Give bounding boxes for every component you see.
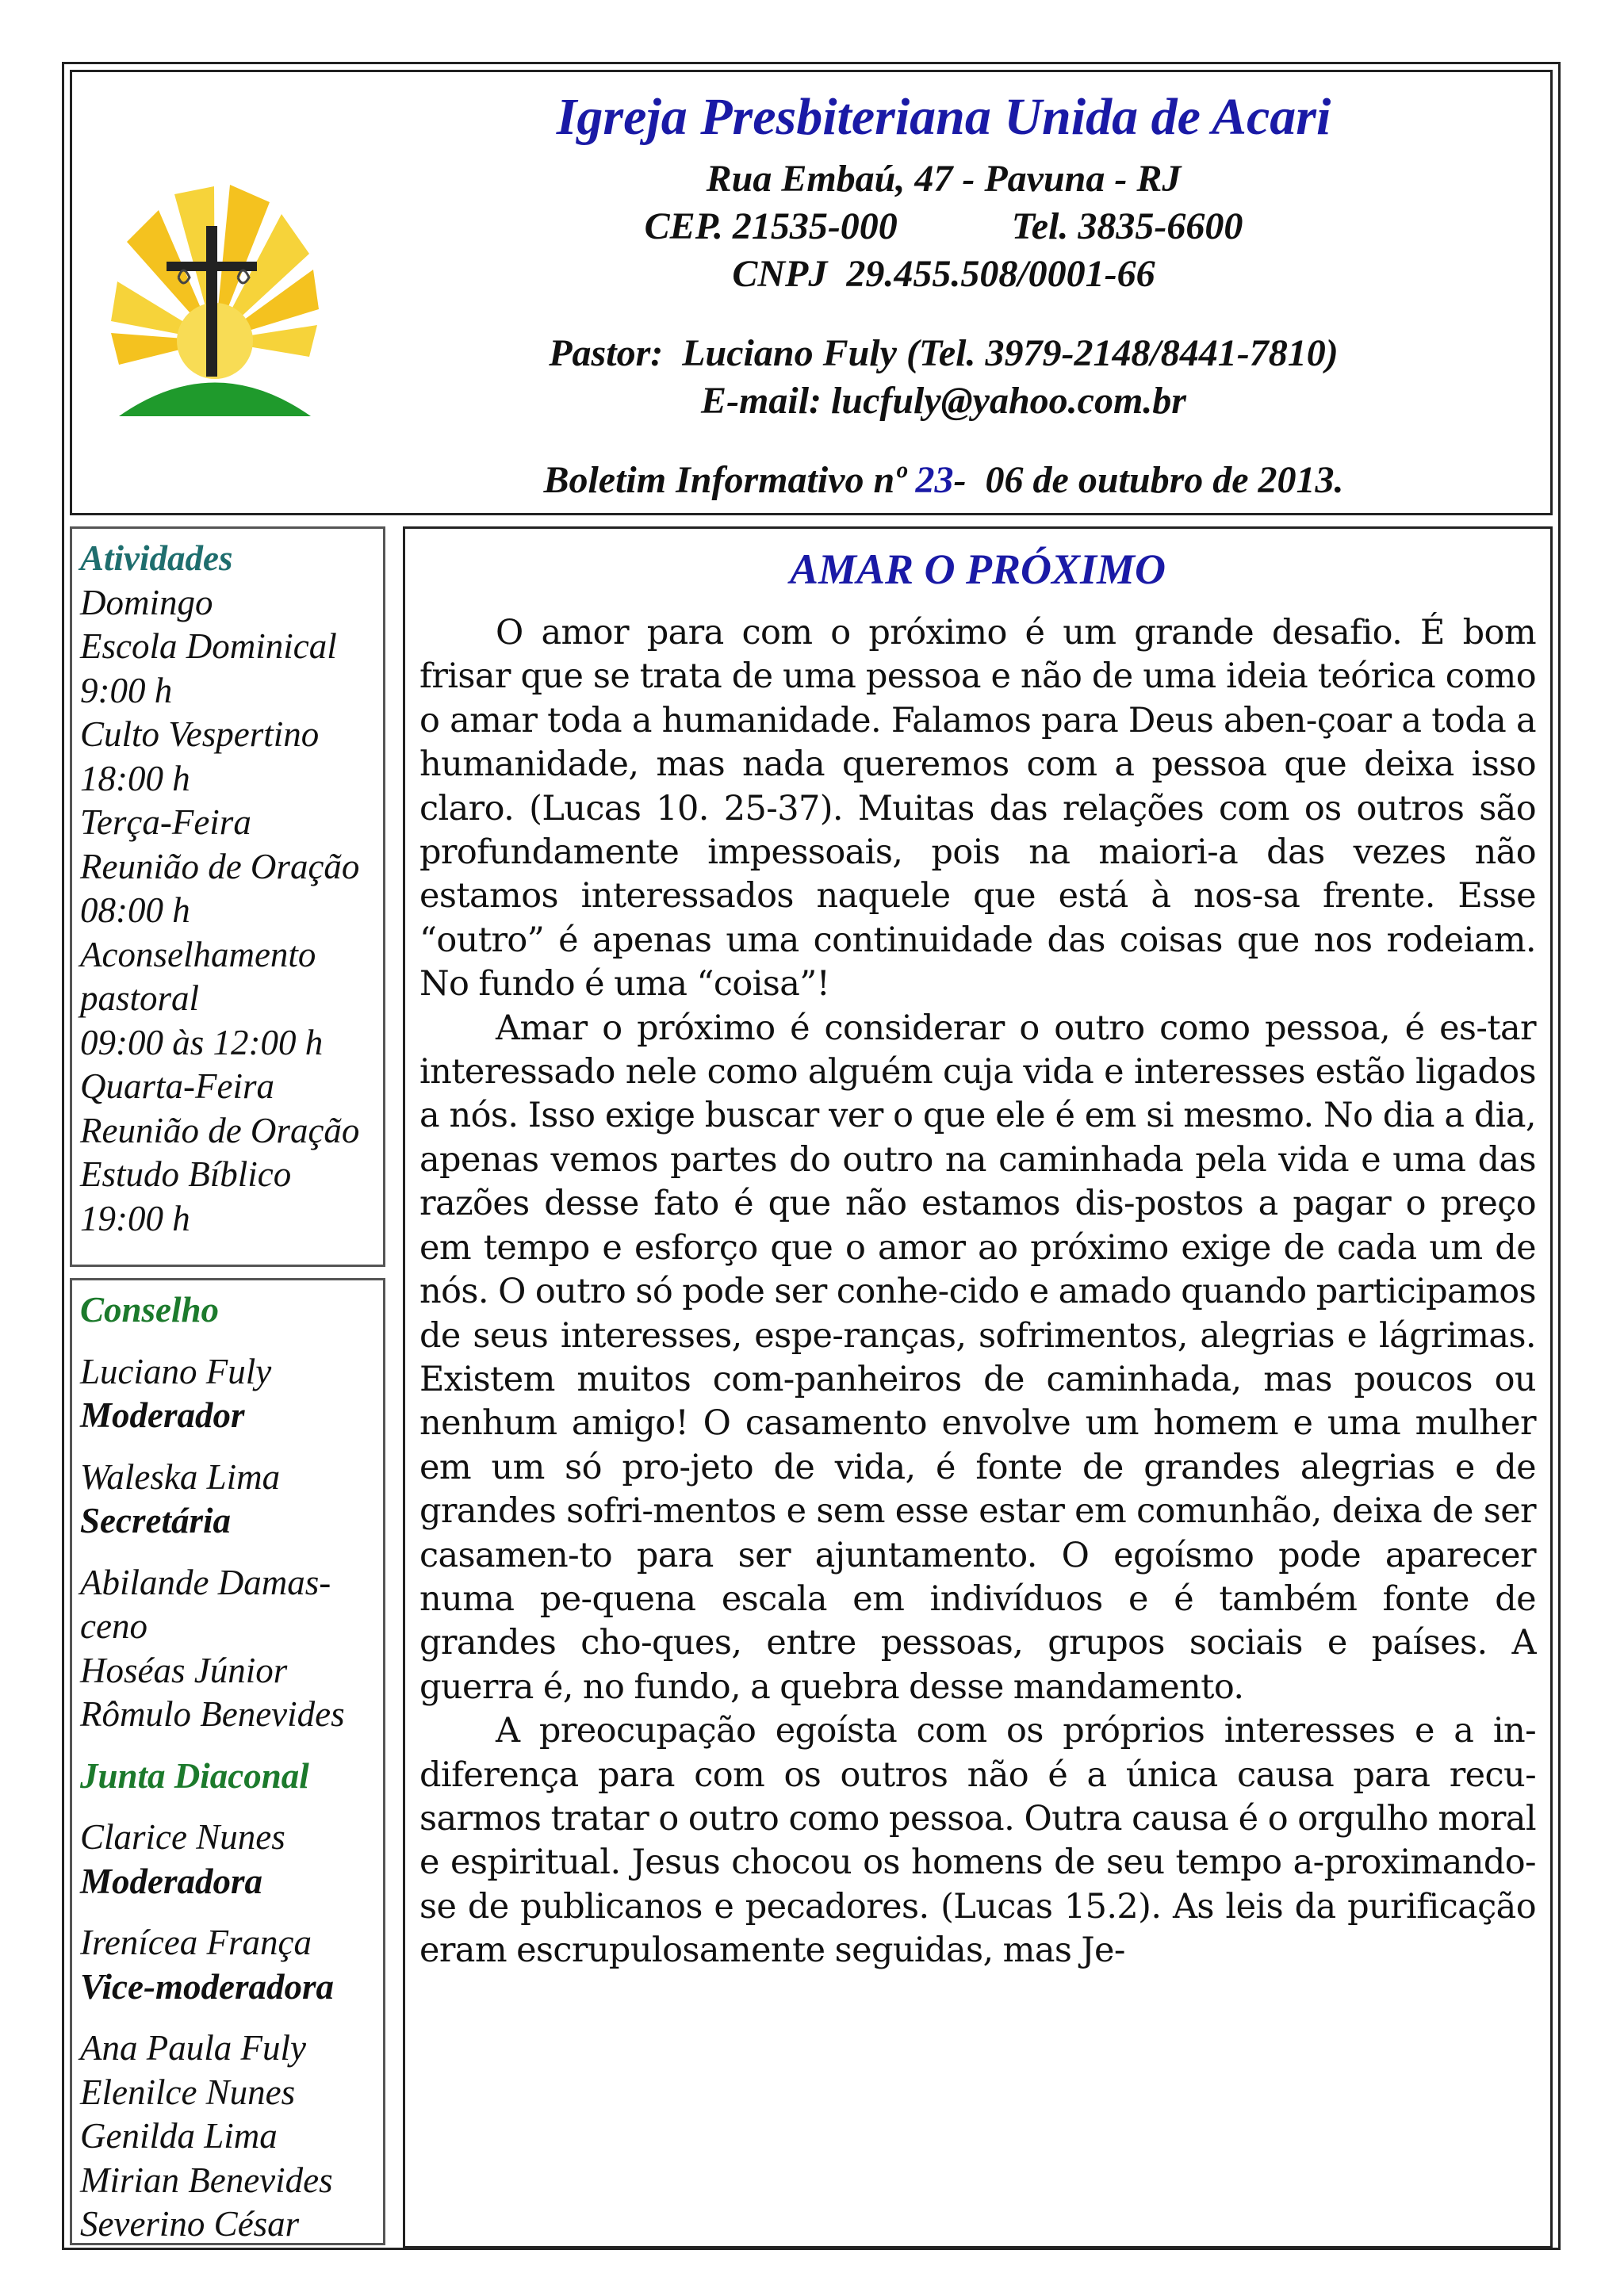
activity-line: 9:00 h: [80, 670, 173, 710]
council-member-role: Secretária: [80, 1501, 231, 1540]
council-member-name: Waleska Lima: [80, 1456, 281, 1497]
council-member-name: Rômulo Benevides: [80, 1694, 345, 1734]
article-body: [419, 611, 1536, 1973]
header-text: [349, 79, 1538, 504]
activity-line: 09:00 às 12:00 h: [80, 1022, 324, 1062]
activity-line: 08:00 h: [80, 890, 190, 930]
activity-line: Quarta-Feira: [80, 1066, 274, 1106]
deacon-member-name: Elenilce Nunes: [80, 2072, 296, 2112]
activity-line: Aconselhamento: [80, 934, 316, 974]
council-title: Conselho: [80, 1290, 220, 1330]
activity-line: Terça-Feira: [80, 802, 251, 842]
council-member-name: Hoséas Júnior: [80, 1650, 288, 1690]
church-name: Igreja Presbiteriana Unida de Acari: [556, 88, 1331, 146]
deacon-member-name: Mirian Benevides: [80, 2160, 333, 2200]
deacon-member-name: Ana Paula Fuly: [80, 2028, 306, 2068]
activity-line: Estudo Bíblico: [80, 1154, 292, 1194]
deacon-member-name: Clarice Nunes: [80, 1817, 285, 1857]
council-member-name: Luciano Fuly: [80, 1351, 272, 1391]
pastor-line: Pastor: Luciano Fuly (Tel. 3979-2148/8441-7810): [549, 332, 1339, 374]
church-logo: [111, 178, 319, 424]
deacons-title: Junta Diaconal: [80, 1755, 309, 1796]
article-paragraph: A preocupação egoísta com os próprios interesses e a in-diferença para com os outros não é a única causa para recu-sarmos tratar o outro como pessoa. Outra causa é o orgulho moral e espiritual. Jesus chocou os homens de seu tempo a-proximando-se de publicanos e pecadores. (Lucas 15.2). As leis da purificação eram escrupulosamente seguidas, mas Je-: [419, 1711, 1536, 1971]
council-member-name: ceno: [80, 1606, 147, 1646]
bulletin-number: 23: [915, 459, 954, 501]
activity-line: pastoral: [80, 978, 200, 1018]
activity-line: 18:00 h: [80, 758, 190, 798]
church-cep-tel: CEP. 21535-000 Tel. 3835-6600: [644, 205, 1243, 247]
deacon-member-role: Moderadora: [80, 1861, 263, 1901]
bulletin-prefix: Boletim Informativo nº: [543, 459, 916, 501]
bulletin-line: [349, 457, 1538, 504]
article-title: AMAR O PRÓXIMO: [789, 545, 1166, 593]
activity-line: Reunião de Oração: [80, 846, 360, 886]
deacon-member-name: Irenícea França: [80, 1923, 312, 1962]
activity-line: 19:00 h: [80, 1198, 190, 1238]
deacon-member-role: Vice-moderadora: [80, 1966, 334, 2007]
activity-line: Escola Dominical: [80, 626, 337, 666]
activities-box: [70, 526, 385, 1267]
activity-line: Reunião de Oração: [80, 1110, 360, 1150]
activities-list: [80, 581, 375, 1242]
deacon-member-name: Genilda Lima: [80, 2116, 278, 2156]
church-cnpj: CNPJ 29.455.508/0001-66: [732, 253, 1155, 295]
bulletin-date: - 06 de outubro de 2013.: [953, 459, 1344, 501]
activity-line: Domingo: [80, 582, 213, 622]
deacons-others-list: [80, 2026, 375, 2247]
council-member-name: Abilande Damas-: [80, 1562, 331, 1602]
article-paragraph: O amor para com o próximo é um grande desafio. É bom frisar que se trata de uma pessoa e não de uma ideia teórica como o amar toda a humanidade. Falamos para Deus aben-çoar a toda a humanidade, mas nada queremos com a pessoa que deixa isso claro. (Lucas 10. 25-37). Muitas das relações com os outros são profundamente impessoais, pois na maiori-a das vezes não estamos interessados naquele que está à nos-sa frente. Esse “outro” é apenas uma continuidade das coisas que nos rodeiam. No fundo é uma “coisa”!: [419, 613, 1536, 1004]
green-hill-icon: [119, 383, 311, 417]
council-member-role: Moderador: [80, 1395, 245, 1435]
article-box: [403, 526, 1553, 2248]
church-address: Rua Embaú, 47 - Pavuna - RJ: [706, 158, 1182, 200]
council-others-list: [80, 1561, 375, 1737]
deacon-member-name: Severino César: [80, 2204, 300, 2244]
activities-title: Atividades: [80, 538, 233, 578]
article-paragraph: Amar o próximo é considerar o outro como pessoa, é es-tar interessado nele como alguém cuja vida e interesses estão ligados a nós. Isso exige buscar ver o que ele é em si mesmo. No dia a dia, apenas vemos partes do outro na caminhada pela vida e uma das razões desse fato é que não estamos dis-postos a pagar o preço em tempo e esforço que o amor ao próximo exige de cada um de nós. O outro só pode ser conhe-cido e amado quando participamos de seus interesses, espe-ranças, sofrimentos, alegrias e lágrimas. Existem muitos com-panheiros de caminhada, mas poucos ou nenhum amigo! O casamento envolve um homem e uma mulher em um só pro-jeto de vida, é fonte de grandes alegrias e de grandes sofri-mentos e sem esse estar em comunhão, deixa de ser casamen-to para ser ajuntamento. O egoísmo pode aparecer numa pe-quena escala em indivíduos e é também fonte de grandes cho-ques, entre pessoas, grupos sociais e países. A guerra é, no fundo, a quebra desse mandamento.: [419, 1008, 1536, 1707]
leadership-box: [70, 1278, 385, 2245]
email-line: E-mail: lucfuly@yahoo.com.br: [701, 380, 1186, 422]
activity-line: Culto Vespertino: [80, 714, 320, 754]
